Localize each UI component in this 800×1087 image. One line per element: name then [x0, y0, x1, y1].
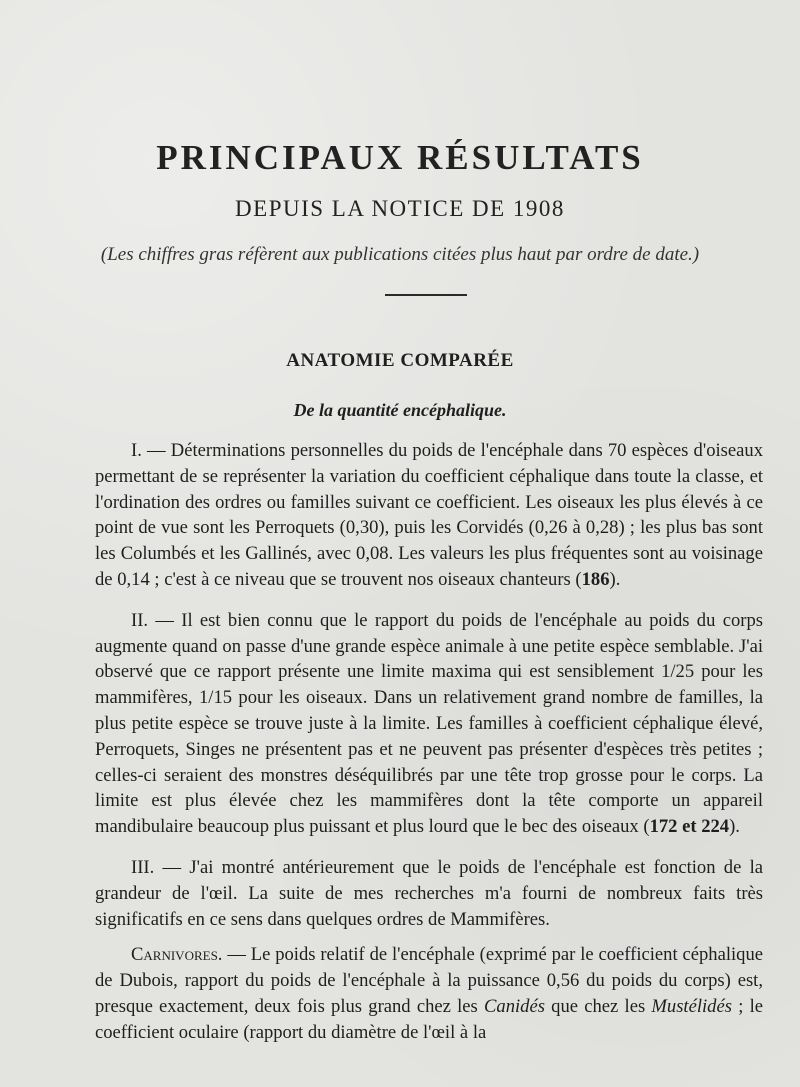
paragraph-text: — J'ai montré antérieurement que le poids de l'encéphale est fonction de la grandeur de l'œil. La suite de mes recherches m'a fourni de nombreux faits très significatifs en ce sens dans quelques ordres de Mammifères.	[95, 856, 764, 930]
body-text	[95, 438, 763, 1046]
paragraph-number: II.	[131, 609, 149, 631]
paragraph-4	[95, 942, 763, 1045]
paragraph-end: ).	[729, 816, 740, 838]
paragraph-text: — Déterminations personnelles du poids de l'encéphale dans 70 espèces d'oiseaux permettant de se représenter la variation du coefficient céphalique dans toute la classe, et l'ordination des ordres ou familles suivant ce coefficient. Les oiseaux les plus élevés à ce point de vue sont les Perroquets (0,30), puis les Corvidés (0,26 à 0,28) ; les plus bas sont les Columbés et les Gallinés, avec 0,08. Les valeurs les plus fréquentes sont au voisinage de 0,14 ; c'est à ce niveau que se trouvent nos oiseaux chanteurs (	[95, 440, 763, 590]
paragraph-end: ).	[609, 568, 621, 590]
paragraph-label: Carnivores.	[131, 944, 223, 966]
paragraph-text-mid: que chez les	[544, 995, 652, 1017]
paragraph-text: — Il est bien connu que le rapport du poids de l'encéphale au poids du corps augmente quand on passe d'une grande espèce animale à une petite espèce semblable. J'ai observé que ce rapport présente une limite maxima qui est sensiblement 1/25 pour les mammifères, 1/15 pour les oiseaux. Dans un relativement grand nombre de familles, la plus petite espèce se trouve juste à la limite. Les familles à coefficient céphalique élevé, Perroquets, Singes ne présentent pas et ne peuvent pas présenter d'espèces très petites ; celles-ci seraient des monstres déséquilibrés par une tête trop grosse pour le corps. La limite est plus élevée chez les mammifères dont la tête comporte un appareil mandibulaire beaucoup plus puissant et plus lourd que le bec des oiseaux (	[95, 609, 763, 838]
taxon-name: Canidés	[484, 995, 545, 1017]
paragraph-3	[95, 855, 763, 932]
subsection-title: De la quantité encéphalique.	[293, 400, 507, 420]
page-title: PRINCIPAUX RÉSULTATS	[156, 138, 644, 177]
paragraph-1	[95, 438, 763, 593]
taxon-name: Mustélidés	[651, 995, 732, 1017]
paragraph-2	[95, 608, 763, 840]
page-subtitle: DEPUIS LA NOTICE DE 1908	[235, 196, 565, 221]
paragraph-text: — Le poids relatif de l'encéphale (exprimé par le coefficient céphalique de Dubois, rapport du poids de l'encéphale à la puissance 0,56 du poids du corps) est, presque exactement, deux fois plus grand chez les	[95, 944, 763, 1017]
paragraph-number: III.	[131, 856, 155, 878]
reference-note: (Les chiffres gras réfèrent aux publications citées plus haut par ordre de date.)	[100, 244, 700, 265]
reference-number: 172 et 224	[649, 816, 730, 838]
reference-number: 186	[581, 568, 610, 590]
section-title: ANATOMIE COMPARÉE	[286, 350, 514, 371]
paragraph-number: I.	[131, 440, 142, 461]
section-divider	[385, 294, 467, 296]
paragraph-text-tail: ; le coefficient oculaire (rapport du diamètre de l'œil à la	[95, 995, 763, 1043]
